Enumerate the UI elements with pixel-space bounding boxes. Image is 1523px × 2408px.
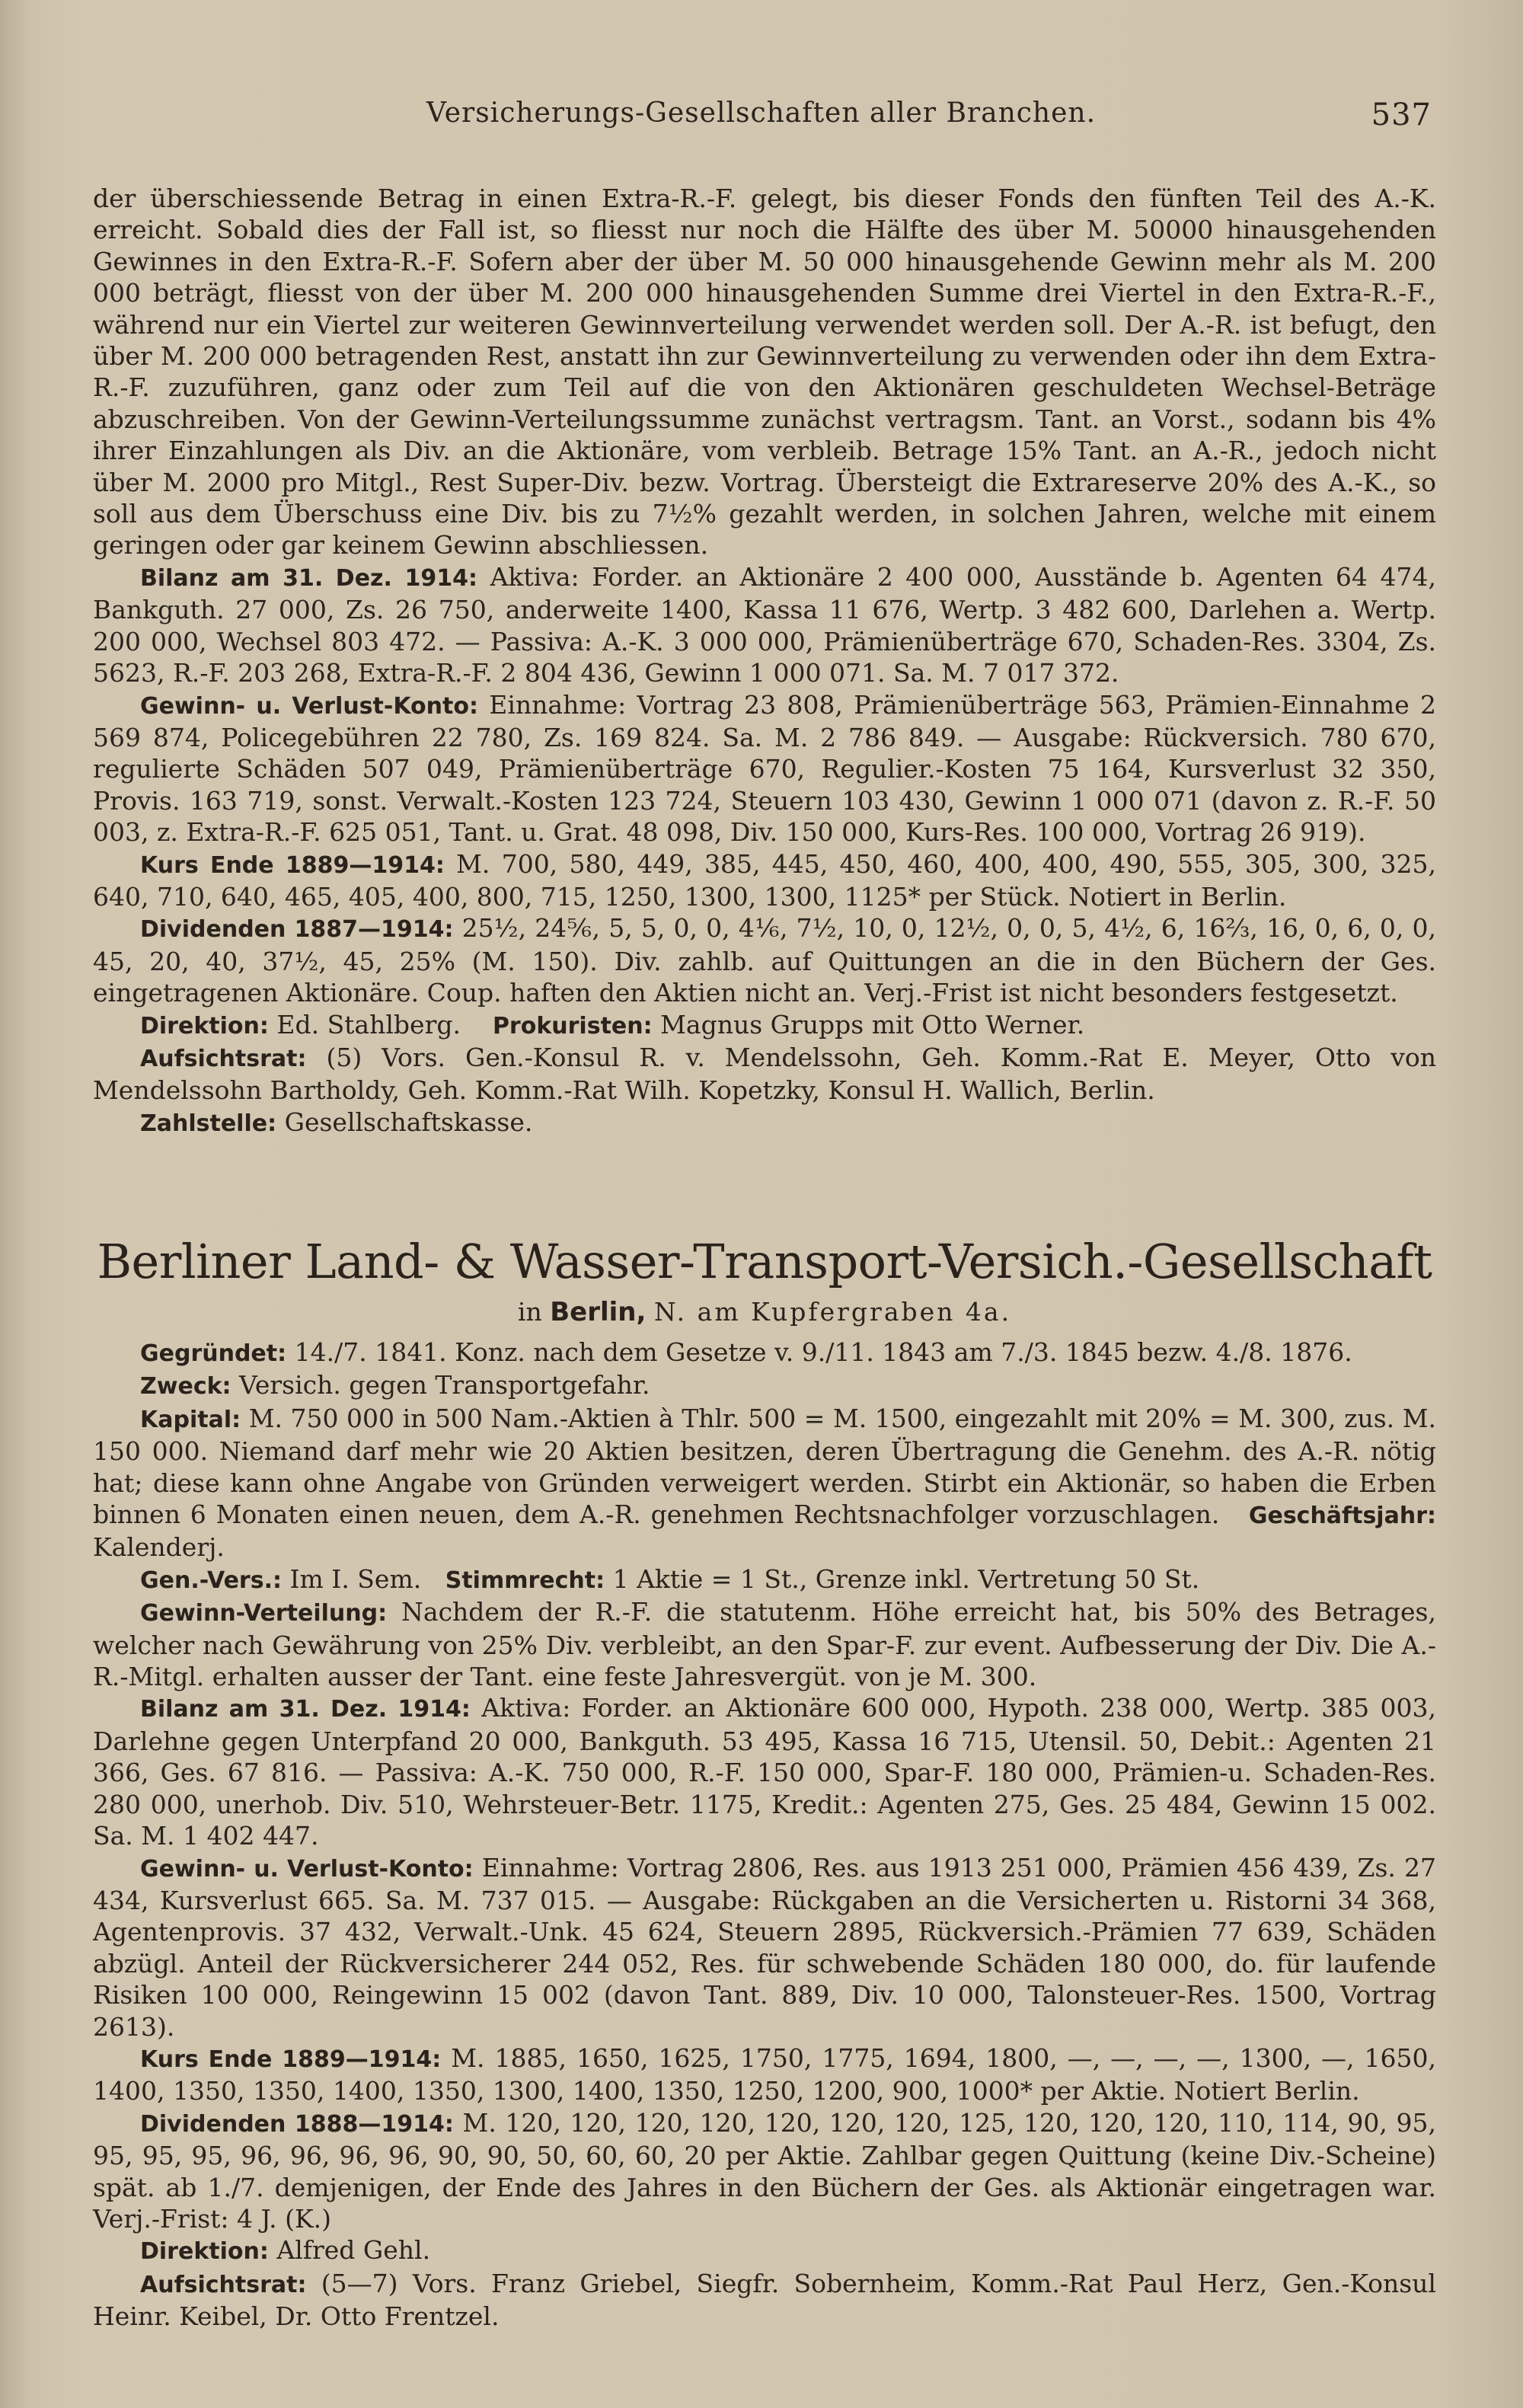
directors-text: Ed. Stahlberg. <box>276 1009 461 1040</box>
dividends-label: Dividenden 1887—1914: <box>140 916 454 944</box>
price-paragraph <box>93 848 1436 913</box>
profit-loss-label: Gewinn- u. Verlust-Konto: <box>140 692 478 720</box>
page-header <box>426 97 1432 143</box>
directors-label: Direktion: <box>140 1012 269 1040</box>
purpose-label: Zweck: <box>140 1373 231 1400</box>
fiscal-year-text: Kalenderj. <box>93 1532 225 1563</box>
founded-paragraph <box>93 1337 1436 1369</box>
dividends-label-2: Dividenden 1888—1914: <box>140 2110 454 2138</box>
balance-text: Aktiva: Forder. an Aktionäre 2 400 000, Ausstände b. Agenten 64 474, Bankguth. 27 000, Zs. 26 750, anderweite 1400, Kassa 11 676, Wertp. 3 482 600, Darlehen a. Wertp. 200 000, Wechsel 803 472. — Passiva: A.-K. 3 000 000, Prämienüberträge 670, Schaden-Res. 3304, Zs. 5623, R.-F. 203 268, Extra-R.-F. 2 804 436, Gewinn 1 000 071. Sa. M. 7 017 372. <box>93 561 1436 688</box>
address-street: N. am Kupfergraben 4a. <box>653 1297 1012 1327</box>
capital-paragraph <box>93 1403 1436 1563</box>
section-2 <box>93 1337 1436 2333</box>
company-title: Berliner Land- & Wasser-Transport-Versich.-Gesellschaft <box>97 1234 1432 1289</box>
price-label-2: Kurs Ende 1889—1914: <box>140 2046 442 2073</box>
profit-distribution-paragraph-2 <box>93 1596 1436 1692</box>
section-1 <box>93 183 1436 1139</box>
paying-agent-paragraph <box>93 1107 1436 1139</box>
supervisory-board-paragraph-2 <box>93 2268 1436 2333</box>
dividends-text: 25½, 24⅚, 5, 5, 0, 0, 4⅙, 7½, 10, 0, 12½, 0, 0, 5, 4½, 6, 16⅔, 16, 0, 6, 0, 0, 45, 20, 40, 37½, 45, 25% (M. 150). Div. zahlb. auf Quittungen an die in den Büchern der Ges. eingetragenen Aktionäre. Coup. haften den Aktien nicht an. Verj.-Frist ist nicht besonders festgesetzt. <box>93 913 1436 1008</box>
voting-right-text: 1 Aktie = 1 St., Grenze inkl. Vertretung 50 St. <box>612 1563 1200 1594</box>
profit-loss-paragraph <box>93 689 1436 848</box>
general-meeting-text: Im I. Sem. <box>289 1563 422 1594</box>
fiscal-year-label: Geschäftsjahr: <box>1248 1503 1436 1530</box>
procurists-text: Magnus Grupps mit Otto Werner. <box>660 1009 1085 1040</box>
company-address <box>93 1296 1436 1328</box>
balance-paragraph <box>93 561 1436 689</box>
supervisory-board-paragraph <box>93 1042 1436 1107</box>
page-number: 537 <box>1371 97 1432 133</box>
address-city: Berlin, <box>550 1297 647 1327</box>
price-label: Kurs Ende 1889—1914: <box>140 851 445 879</box>
management-paragraph <box>93 1009 1436 1042</box>
running-title: Versicherungs-Gesellschaften aller Branchen. <box>426 97 1097 129</box>
profit-loss-text-2: Einnahme: Vortrag 2806, Res. aus 1913 251 000, Prämien 456 439, Zs. 27 434, Kursverlust 665. Sa. M. 737 015. — Ausgabe: Rückgaben an die Versicherten u. Ristorni 34 368, Agentenprovis. 37 432, Verwalt.-Unk. 45 624, Steuern 2895, Rückversich.-Prämien 77 639, Schäden abzügl. Anteil der Rückversicherer 244 052, Res. für schwebende Schäden 180 000, do. für laufende Risiken 100 000, Reingewinn 15 002 (davon Tant. 889, Div. 10 000, Talonsteuer-Res. 1500, Vortrag 2613). <box>93 1852 1436 2042</box>
profit-distribution-label: Gewinn-Verteilung: <box>140 1600 388 1627</box>
price-text-2: M. 1885, 1650, 1625, 1750, 1775, 1694, 1800, —, —, —, —, 1300, —, 1650, 1400, 1350, 1350, 1400, 1350, 1300, 1400, 1350, 1250, 1200, 900, 1000* per Aktie. Notiert Berlin. <box>93 2042 1436 2106</box>
purpose-text: Versich. gegen Transportgefahr. <box>239 1370 650 1400</box>
founded-text: 14./7. 1841. Konz. nach dem Gesetze v. 9./11. 1843 am 7./3. 1845 bezw. 4./8. 1876. <box>294 1337 1352 1367</box>
paying-agent-label: Zahlstelle: <box>140 1110 277 1137</box>
directors-paragraph-2 <box>93 2234 1436 2267</box>
dividends-paragraph-2 <box>93 2107 1436 2235</box>
voting-right-label: Stimmrecht: <box>445 1566 605 1594</box>
supervisory-board-text-2: (5—7) Vors. Franz Griebel, Siegfr. Sobernheim, Komm.-Rat Paul Herz, Gen.-Konsul Heinr. Keibel, Dr. Otto Frentzel. <box>93 2268 1436 2332</box>
supervisory-board-text: (5) Vors. Gen.-Konsul R. v. Mendelssohn, Geh. Komm.-Rat E. Meyer, Otto von Mendelssohn Bartholdy, Geh. Komm.-Rat Wilh. Kopetzky, Konsul H. Wallich, Berlin. <box>93 1042 1437 1106</box>
profit-loss-label-2: Gewinn- u. Verlust-Konto: <box>140 1855 474 1883</box>
price-paragraph-2 <box>93 2042 1436 2107</box>
procurists-label: Prokuristen: <box>492 1012 653 1040</box>
supervisory-board-label-2: Aufsichtsrat: <box>140 2271 307 2298</box>
balance-label-2: Bilanz am 31. Dez. 1914: <box>140 1696 471 1723</box>
dividends-paragraph <box>93 912 1436 1008</box>
supervisory-board-label: Aufsichtsrat: <box>140 1045 307 1072</box>
profit-loss-text: Einnahme: Vortrag 23 808, Prämienüberträge 563, Prämien-Einnahme 2 569 874, Policegebühren 22 780, Zs. 169 824. Sa. M. 2 786 849. — Ausgabe: Rückversich. 780 670, regulierte Schäden 507 049, Prämienüberträge 670, Regulier.-Kosten 75 164, Kursverlust 32 350, Provis. 163 719, sonst. Verwalt.-Kosten 123 724, Steuern 103 430, Gewinn 1 000 071 (davon z. R.-F. 50 003, z. Extra-R.-F. 625 051, Tant. u. Grat. 48 098, Div. 150 000, Kurs-Res. 100 000, Vortrag 26 919). <box>93 689 1437 848</box>
general-meeting-label: Gen.-Vers.: <box>140 1566 282 1594</box>
capital-text: M. 750 000 in 500 Nam.-Aktien à Thlr. 500 = M. 1500, eingezahlt mit 20% = M. 300, zus. M. 150 000. Niemand darf mehr wie 20 Aktien besitzen, deren Übertragung die Genehm. des A.-R. nötig hat; diese kann ohne Angabe von Gründen verweigert werden. Stirbt ein Aktionär, so haben die Erben binnen 6 Monaten einen neuen, dem A.-R. genehmen Rechtsnachfolger vorzuschlagen. <box>93 1403 1436 1530</box>
directors-label-2: Direktion: <box>140 2238 269 2266</box>
balance-label: Bilanz am 31. Dez. 1914: <box>140 564 477 592</box>
general-meeting-paragraph <box>93 1563 1436 1596</box>
purpose-paragraph <box>93 1369 1436 1402</box>
price-text: M. 700, 580, 449, 385, 445, 450, 460, 400, 400, 490, 555, 305, 300, 325, 640, 710, 640, 465, 405, 400, 800, 715, 1250, 1300, 1300, 1125* per Stück. Notiert in Berlin. <box>93 848 1436 912</box>
paying-agent-text: Gesellschaftskasse. <box>284 1107 533 1137</box>
address-prefix: in <box>517 1297 542 1327</box>
profit-loss-paragraph-2 <box>93 1852 1436 2042</box>
directors-text-2: Alfred Gehl. <box>276 2235 431 2266</box>
dividends-text-2: M. 120, 120, 120, 120, 120, 120, 120, 125, 120, 120, 120, 110, 114, 90, 95, 95, 95, 95, 96, 96, 96, 96, 90, 90, 50, 60, 60, 20 per Aktie. Zahlbar gegen Quittung (keine Div.-Scheine) spät. ab 1./7. demjenigen, der Ende des Jahres in den Büchern der Ges. als Aktionär eingetragen war. Verj.-Frist: 4 J. (K.) <box>93 2107 1436 2234</box>
capital-label: Kapital: <box>140 1406 241 1433</box>
profit-distribution-text: Nachdem der R.-F. die statutenm. Höhe erreicht hat, bis 50% des Betrages, welcher nach Gewährung von 25% Div. verbleibt, an den Spar-F. zur event. Aufbesserung der Div. Die A.-R.-Mitgl. erhalten ausser der Tant. eine feste Jahresvergüt. von je M. 300. <box>93 1597 1436 1692</box>
balance-text-2: Aktiva: Forder. an Aktionäre 600 000, Hypoth. 238 000, Wertp. 385 003, Darlehne gegen Unterpfand 20 000, Bankguth. 53 495, Kassa 16 715, Utensil. 50, Debit.: Agenten 21 366, Ges. 67 816. — Passiva: A.-K. 750 000, R.-F. 150 000, Spar-F. 180 000, Prämien-u. Schaden-Res. 280 000, unerhob. Div. 510, Wehrsteuer-Betr. 1175, Kredit.: Agenten 275, Ges. 25 484, Gewinn 15 002. Sa. M. 1 402 447. <box>93 1693 1436 1851</box>
founded-label: Gegründet: <box>140 1340 287 1367</box>
profit-distribution-paragraph: der überschiessende Betrag in einen Extra-R.-F. gelegt, bis dieser Fonds den fünften Teil des A.-K. erreicht. Sobald dies der Fall ist, so fliesst nur noch die Hälfte des über M. 50000 hinausgehenden Gewinnes in den Extra-R.-F. Sofern aber der über M. 50 000 hinausgehende Gewinn mehr als M. 200 000 beträgt, fliesst von der über M. 200 000 hinausgehenden Summe drei Viertel in den Extra-R.-F., während nur ein Viertel zur weiteren Gewinnverteilung verwendet werden soll. Der A.-R. ist befugt, den über M. 200 000 betragenden Rest, anstatt ihn zur Gewinnverteilung zu verwenden oder ihn dem Extra-R.-F. zuzuführen, ganz oder zum Teil auf die von den Aktionären geschuldeten Wechsel-Beträge abzuschreiben. Von der Gewinn-Verteilungssumme zunächst vertragsm. Tant. an Vorst., sodann bis 4% ihrer Einzahlungen als Div. an die Aktionäre, vom verbleib. Betrage 15% Tant. an A.-R., jedoch nicht über M. 2000 pro Mitgl., Rest Super-Div. bezw. Vortrag. Übersteigt die Extrareserve 20% des A.-K., so soll aus dem Überschuss eine Div. bis zu 7½% gezahlt werden, in solchen Jahren, welche mit einem geringen oder gar keinem Gewinn abschliessen. <box>93 184 1436 560</box>
balance-paragraph-2 <box>93 1692 1436 1851</box>
